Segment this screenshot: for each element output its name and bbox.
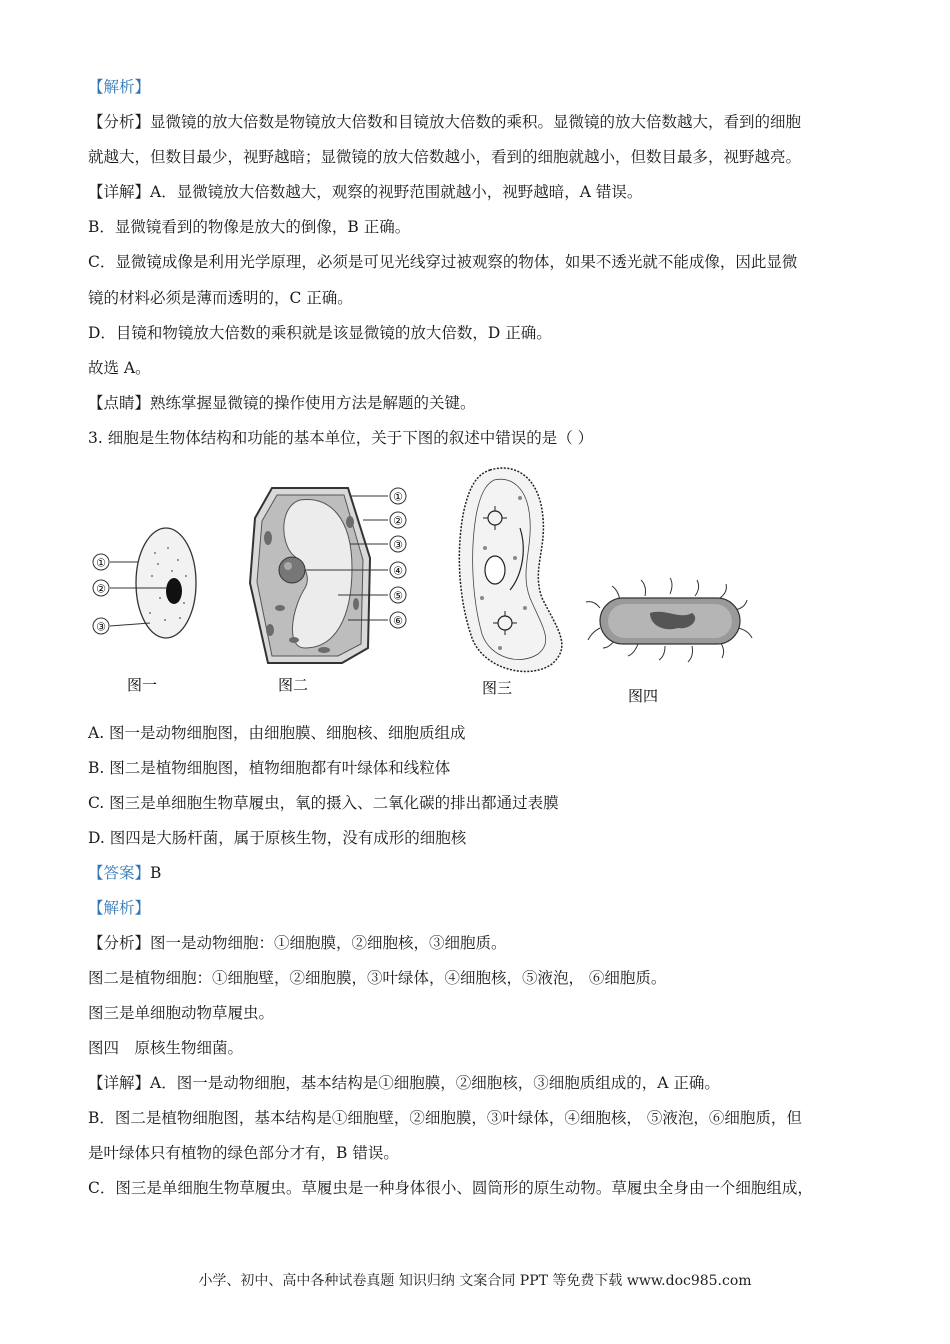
text-line: 【分析】显微镜的放大倍数是物镜放大倍数和目镜放大倍数的乘积。显微镜的放大倍数越大，看到的细胞 [88,113,802,131]
option-c: C. 图三是单细胞生物草履虫，氧的摄入、二氧化碳的排出都通过表膜 [88,794,559,812]
page-footer: 小学、初中、高中各种试卷真题 知识归纳 文案合同 PPT 等免费下载 www.doc985.com [198,1273,752,1289]
figure-label-2: 图二 [277,677,309,694]
text-line: D．目镜和物镜放大倍数的乘积就是该显微镜的放大倍数，D 正确。 [88,324,552,342]
fig2-mark-2: ② [393,514,403,528]
figure-label-1: 图一 [126,677,158,694]
analysis-line: 图四 原核生物细菌。 [88,1039,244,1057]
analysis-line: C．图三是单细胞生物草履虫。草履虫是一种身体很小、圆筒形的原生动物。草履虫全身由一个细胞组成， [88,1179,813,1197]
section-tag-analysis: 【解析】 [88,78,151,96]
text-line: 【详解】A．显微镜放大倍数越大，观察的视野范围就越小，视野越暗，A 错误。 [88,183,643,201]
answer-line [88,863,868,883]
question-stem: 3. 细胞是生物体结构和功能的基本单位，关于下图的叙述中错误的是（ ） [88,429,594,447]
fig1-mark-3: ③ [96,620,106,634]
figure-label-4: 图四 [627,688,659,705]
answer-tag: 【答案】 [88,864,151,882]
cell-figures [80,458,780,708]
section-tag-analysis-2: 【解析】 [88,899,151,917]
fig1-mark-2: ② [96,582,106,596]
analysis-line: B．图二是植物细胞图，基本结构是①细胞壁，②细胞膜，③叶绿体，④细胞核， ⑤液泡，⑥细胞质，但 [88,1109,802,1127]
fig2-mark-5: ⑤ [393,589,403,603]
figure-2-plant-cell [250,488,406,694]
figure-label-3: 图三 [481,680,513,697]
text-line: C．显微镜成像是利用光学原理，必须是可见光线穿过被观察的物体，如果不透光就不能成像，因此显微 [88,253,798,271]
fig2-mark-3: ③ [393,538,403,552]
fig2-mark-1: ① [393,490,403,504]
figure-3-paramecium [459,468,562,697]
answer-value: B [150,864,162,882]
analysis-line: 图三是单细胞动物草履虫。 [88,1004,275,1022]
figure-1-animal-cell [93,528,196,694]
text-line: 【点睛】熟练掌握显微镜的操作使用方法是解题的关键。 [88,394,476,412]
text-line: 故选 A。 [88,359,151,377]
option-d: D. 图四是大肠杆菌，属于原核生物，没有成形的细胞核 [88,829,467,847]
option-a: A. 图一是动物细胞图，由细胞膜、细胞核、细胞质组成 [88,724,466,742]
figure-4-bacterium [586,578,752,705]
analysis-line: 是叶绿体只有植物的绿色部分才有，B 错误。 [88,1144,399,1162]
analysis-line: 【分析】图一是动物细胞：①细胞膜，②细胞核，③细胞质。 [88,934,507,952]
fig2-mark-4: ④ [393,564,403,578]
text-line: B．显微镜看到的物像是放大的倒像，B 正确。 [88,218,411,236]
option-b: B. 图二是植物细胞图，植物细胞都有叶绿体和线粒体 [88,759,451,777]
fig1-mark-1: ① [96,556,106,570]
analysis-line: 图二是植物细胞：①细胞壁，②细胞膜，③叶绿体，④细胞核，⑤液泡， ⑥细胞质。 [88,969,667,987]
fig2-mark-6: ⑥ [393,614,403,628]
text-line: 镜的材料必须是薄而透明的，C 正确。 [88,289,353,307]
analysis-line: 【详解】A．图一是动物细胞，基本结构是①细胞膜，②细胞核，③细胞质组成的，A 正确。 [88,1074,720,1092]
text-line: 就越大，但数目最少，视野越暗；显微镜的放大倍数越小，看到的细胞就越小，但数目最多，视野越亮。 [88,148,802,166]
